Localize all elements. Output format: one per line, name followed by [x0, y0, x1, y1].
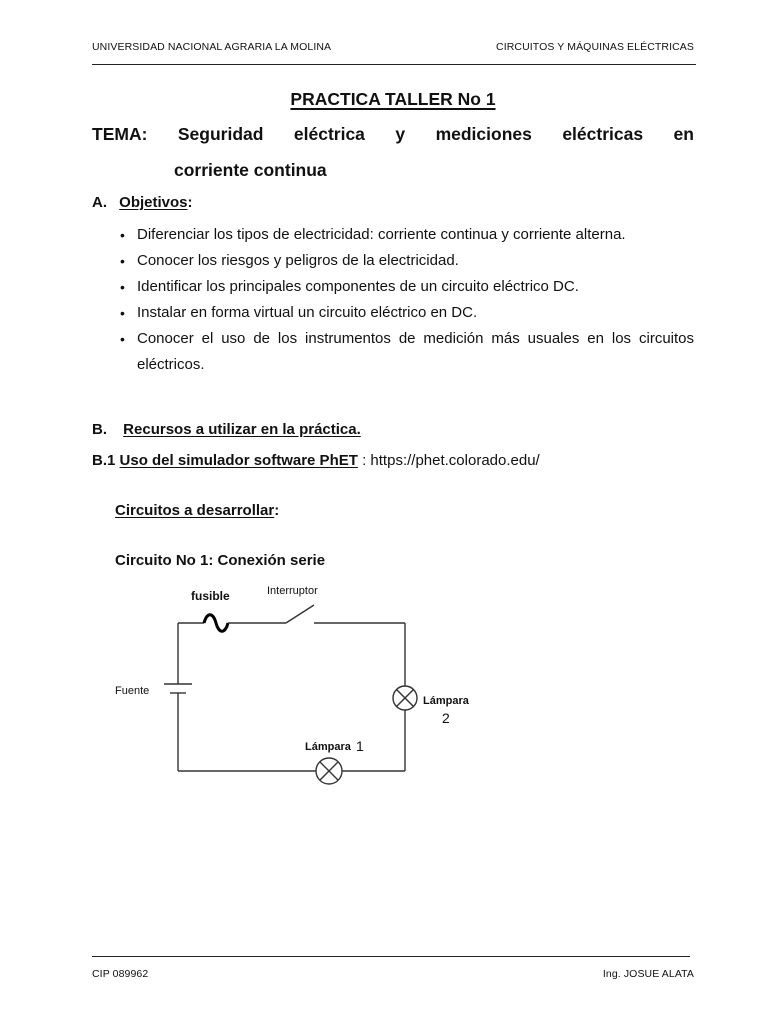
- fuse-label: fusible: [191, 589, 230, 603]
- circuit-1-title: Circuito No 1: Conexión serie: [115, 552, 326, 569]
- footer-author: Ing. JOSUE ALATA: [602, 968, 694, 980]
- section-a-title: Objetivos: [119, 194, 188, 211]
- header-course: CIRCUITOS Y MÁQUINAS ELÉCTRICAS: [496, 41, 694, 53]
- section-b-title: Recursos a utilizar en la práctica.: [123, 421, 361, 438]
- tema-word: y: [395, 124, 406, 144]
- circuits-colon: :: [274, 502, 280, 519]
- circuits-title: Circuitos a desarrollar: [115, 502, 275, 519]
- switch-blade: [286, 605, 314, 623]
- tema-line-2: corriente continua: [174, 160, 327, 180]
- source-label: Fuente: [115, 685, 150, 697]
- list-item: • Conocer los riesgos y peligros de la electricidad.: [119, 248, 694, 274]
- lamp-2-symbol: [393, 686, 417, 710]
- section-a-letter: A.: [92, 194, 107, 211]
- header-university: UNIVERSIDAD NACIONAL AGRARIA LA MOLINA: [92, 41, 332, 53]
- section-b-letter: B.: [92, 421, 107, 438]
- list-item: • Instalar en forma virtual un circuito eléctrico en DC.: [119, 300, 694, 326]
- page-title: PRACTICA TALLER No 1: [290, 89, 496, 109]
- lamp-1-label: Lámpara: [305, 741, 351, 753]
- tema-word: en: [673, 124, 694, 144]
- lamp-2-label: Lámpara: [423, 695, 469, 707]
- tema-word: mediciones: [435, 124, 532, 144]
- footer-rule: [92, 956, 690, 957]
- lamp-2-number: 2: [442, 710, 450, 726]
- tema-word: eléctrica: [293, 124, 365, 144]
- b1-title: Uso del simulador software PhET: [119, 452, 358, 469]
- fuse-symbol: [204, 615, 228, 632]
- footer-cip: CIP 089962: [92, 968, 149, 980]
- b1-separator: :: [357, 452, 371, 469]
- list-item: • Identificar los principales componentes de un circuito eléctrico DC.: [119, 274, 694, 300]
- tema-word: Seguridad: [177, 124, 264, 144]
- tema-label: TEMA:: [92, 124, 148, 144]
- list-item: • Conocer el uso de los instrumentos de medición más usuales en los circuitos eléctricos.: [119, 326, 694, 378]
- b1-number: B.1: [92, 452, 116, 469]
- tema-word: eléctricas: [562, 124, 644, 144]
- phet-url[interactable]: https://phet.colorado.edu/: [370, 452, 540, 469]
- list-item: • Diferenciar los tipos de electricidad: corriente continua y corriente alterna.: [119, 222, 694, 248]
- section-a-colon: :: [187, 194, 193, 211]
- switch-label: Interruptor: [267, 585, 318, 597]
- lamp-1-number: 1: [356, 738, 364, 754]
- lamp-1-symbol: [316, 758, 342, 784]
